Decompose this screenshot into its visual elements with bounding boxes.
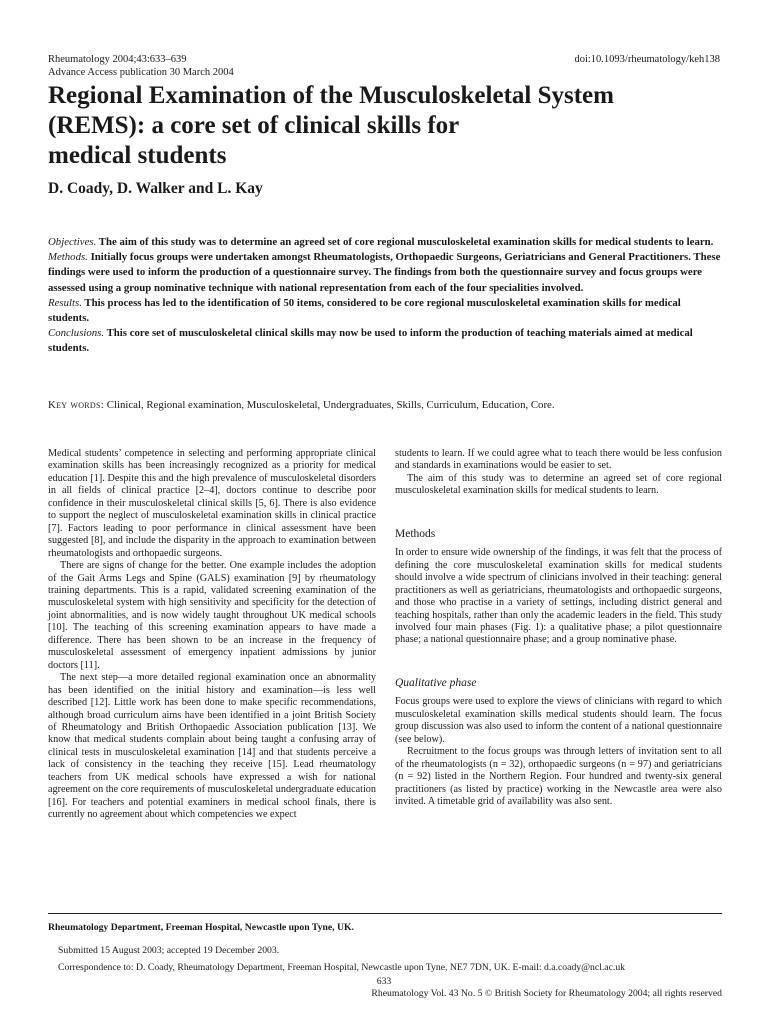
- methods-heading: Methods: [395, 527, 436, 540]
- journal-citation: Rheumatology 2004;43:633–639: [48, 54, 187, 65]
- intro-paragraph-1: Medical students’ competence in selecting and performing appropriate clinical examination skills has been increasingly recognized as a priority for medical education [1]. Despite this and the high prevalence of musculoskeletal disorders in all fields of clinical practice [2–4], doctors continue to describe poor confidence in their musculoskeletal clinical skills [5, 6]. There is also evidence to support the neglect of musculoskeletal examination skills in clinical practice [7]. Factors leading to poor performance in clinical assessment have been suggested [8], and include the disparity in the approach to examination between rheumatologists and orthopaedic surgeons.: [48, 448, 376, 559]
- abstract-conclusions: [48, 326, 722, 356]
- advance-access-line: Advance Access publication 30 March 2004: [48, 67, 234, 78]
- qualitative-paragraph-1: Focus groups were used to explore the views of clinicians with regard to which musculoskeletal examination skills medical students should learn. The focus group discussion was also used to inform the content of a national questionnaire (see below).: [395, 696, 722, 745]
- results-label: Results.: [48, 296, 82, 309]
- left-column: [48, 448, 376, 822]
- abstract: [48, 235, 722, 357]
- affiliation: Rheumatology Department, Freeman Hospital, Newcastle upon Tyne, UK.: [48, 922, 354, 933]
- submission-dates: Submitted 15 August 2003; accepted 19 December 2003.: [58, 945, 280, 956]
- conclusions-label: Conclusions.: [48, 327, 105, 340]
- title-line-2: (REMS): a core set of clinical skills for: [48, 112, 460, 139]
- intro-paragraph-3: The next step—a more detailed regional examination once an abnormality has been identified on the initial history and examination—is less well described [12]. Little work has been done to make specific recommendations, although broad curriculum aims have been identified in a joint British Society of Rheumatology and British Orthopaedic Association publication [13]. We know that medical students complain about being taught a confusing array of clinical tests in musculoskeletal examination [14] and that students perceive a lack of consistency in the teaching they receive [15]. Lead rheumatology teachers from UK medical schools have expressed a wish for national agreement on the core requirements of musculoskeletal undergraduate education [16]. For teachers and potential examiners in medical school finals, there is currently no agreement about which competencies we expect: [48, 672, 376, 821]
- right-column: [395, 448, 722, 808]
- abstract-results: [48, 296, 722, 326]
- objectives-text: The aim of this study was to determine an agreed set of core regional musculoskeletal examination skills for medical students to learn.: [96, 236, 714, 248]
- methods-label: Methods.: [48, 251, 88, 264]
- title-line-1: Regional Examination of the Musculoskeletal System: [48, 82, 614, 109]
- methods-paragraph-1: In order to ensure wide ownership of the findings, it was felt that the process of defining the core musculoskeletal examination skills for medical students should involve a wide spectrum of clinicians involved in their teaching: general practitioners as well as geriatricians, rheumatologists and orthopaedic surgeons, and those who practise in a variety of settings, including district general and teaching hospitals, rather than only the academic leaders in the field. This study involved four main phases (Fig. 1): a qualitative phase; a pilot questionnaire phase; a national questionnaire phase; and a group nominative phase.: [395, 547, 722, 646]
- qualitative-phase-heading: Qualitative phase: [395, 676, 477, 689]
- qualitative-paragraph-2: Recruitment to the focus groups was through letters of invitation sent to all of the rheumatologists (n = 32), orthopaedic surgeons (n = 97) and geriatricians (n = 92) listed in the Northern Region. Four hundred and twenty-six general practitioners (as listed by practice) working in the Newcastle area were also invited. A timetable grid of availability was also sent.: [395, 746, 722, 807]
- title-line-3: medical students: [48, 142, 227, 169]
- keywords-label: Key words:: [48, 399, 105, 411]
- footer-divider: [48, 913, 722, 914]
- article-title: [48, 81, 728, 171]
- copyright-line: Rheumatology Vol. 43 No. 5 © British Society for Rheumatology 2004; all rights reserved: [371, 988, 722, 999]
- keywords-text: Clinical, Regional examination, Musculoskeletal, Undergraduates, Skills, Curriculum, Education, Core.: [106, 399, 555, 411]
- methods-text: Initially focus groups were undertaken amongst Rheumatologists, Orthopaedic Surgeons, Geriatricians and General Practitioners. These findings were used to inform the production of a questionnaire survey. The findings from both the questionnaire survey and focus groups were assessed using a group nominative technique with national representation from each of the four specialities involved.: [48, 251, 721, 294]
- doi-link[interactable]: doi:10.1093/rheumatology/keh138: [574, 54, 720, 65]
- intro-paragraph-5: The aim of this study was to determine an agreed set of core regional musculoskeletal examination skills for medical students to learn.: [395, 472, 722, 497]
- conclusions-text: This core set of musculoskeletal clinical skills may now be used to inform the production of teaching materials aimed at medical students.: [48, 327, 693, 355]
- correspondence: Correspondence to: D. Coady, Rheumatology Department, Freeman Hospital, Newcastle upon Tyne, NE7 7DN, UK. E-mail: d.a.coady@ncl.ac.uk: [58, 962, 626, 973]
- intro-paragraph-4: students to learn. If we could agree what to teach there would be less confusion and standards in examinations would be easier to set.: [395, 448, 722, 472]
- author-list: D. Coady, D. Walker and L. Kay: [48, 180, 263, 197]
- results-text: This process has led to the identification of 50 items, considered to be core regional musculoskeletal examination skills for medical students.: [48, 296, 681, 325]
- objectives-label: Objectives.: [48, 236, 97, 248]
- intro-paragraph-2: There are signs of change for the better. One example includes the adoption of the Gait Arms Legs and Spine (GALS) examination [9] by rheumatology training departments. This is a rapid, validated screening examination of the musculoskeletal system with high sensitivity and specificity for the detection of joint abnormalities, and is now widely taught throughout UK medical schools [10]. The teaching of this screening examination appears to have made a difference. There has been shown to be an increase in the frequency of musculoskeletal assessment of emergency inpatient admissions by junior doctors [11].: [48, 560, 376, 671]
- page-number: 633: [376, 976, 392, 987]
- keywords: [48, 398, 722, 412]
- abstract-methods: [48, 250, 722, 296]
- abstract-objectives: [48, 235, 722, 250]
